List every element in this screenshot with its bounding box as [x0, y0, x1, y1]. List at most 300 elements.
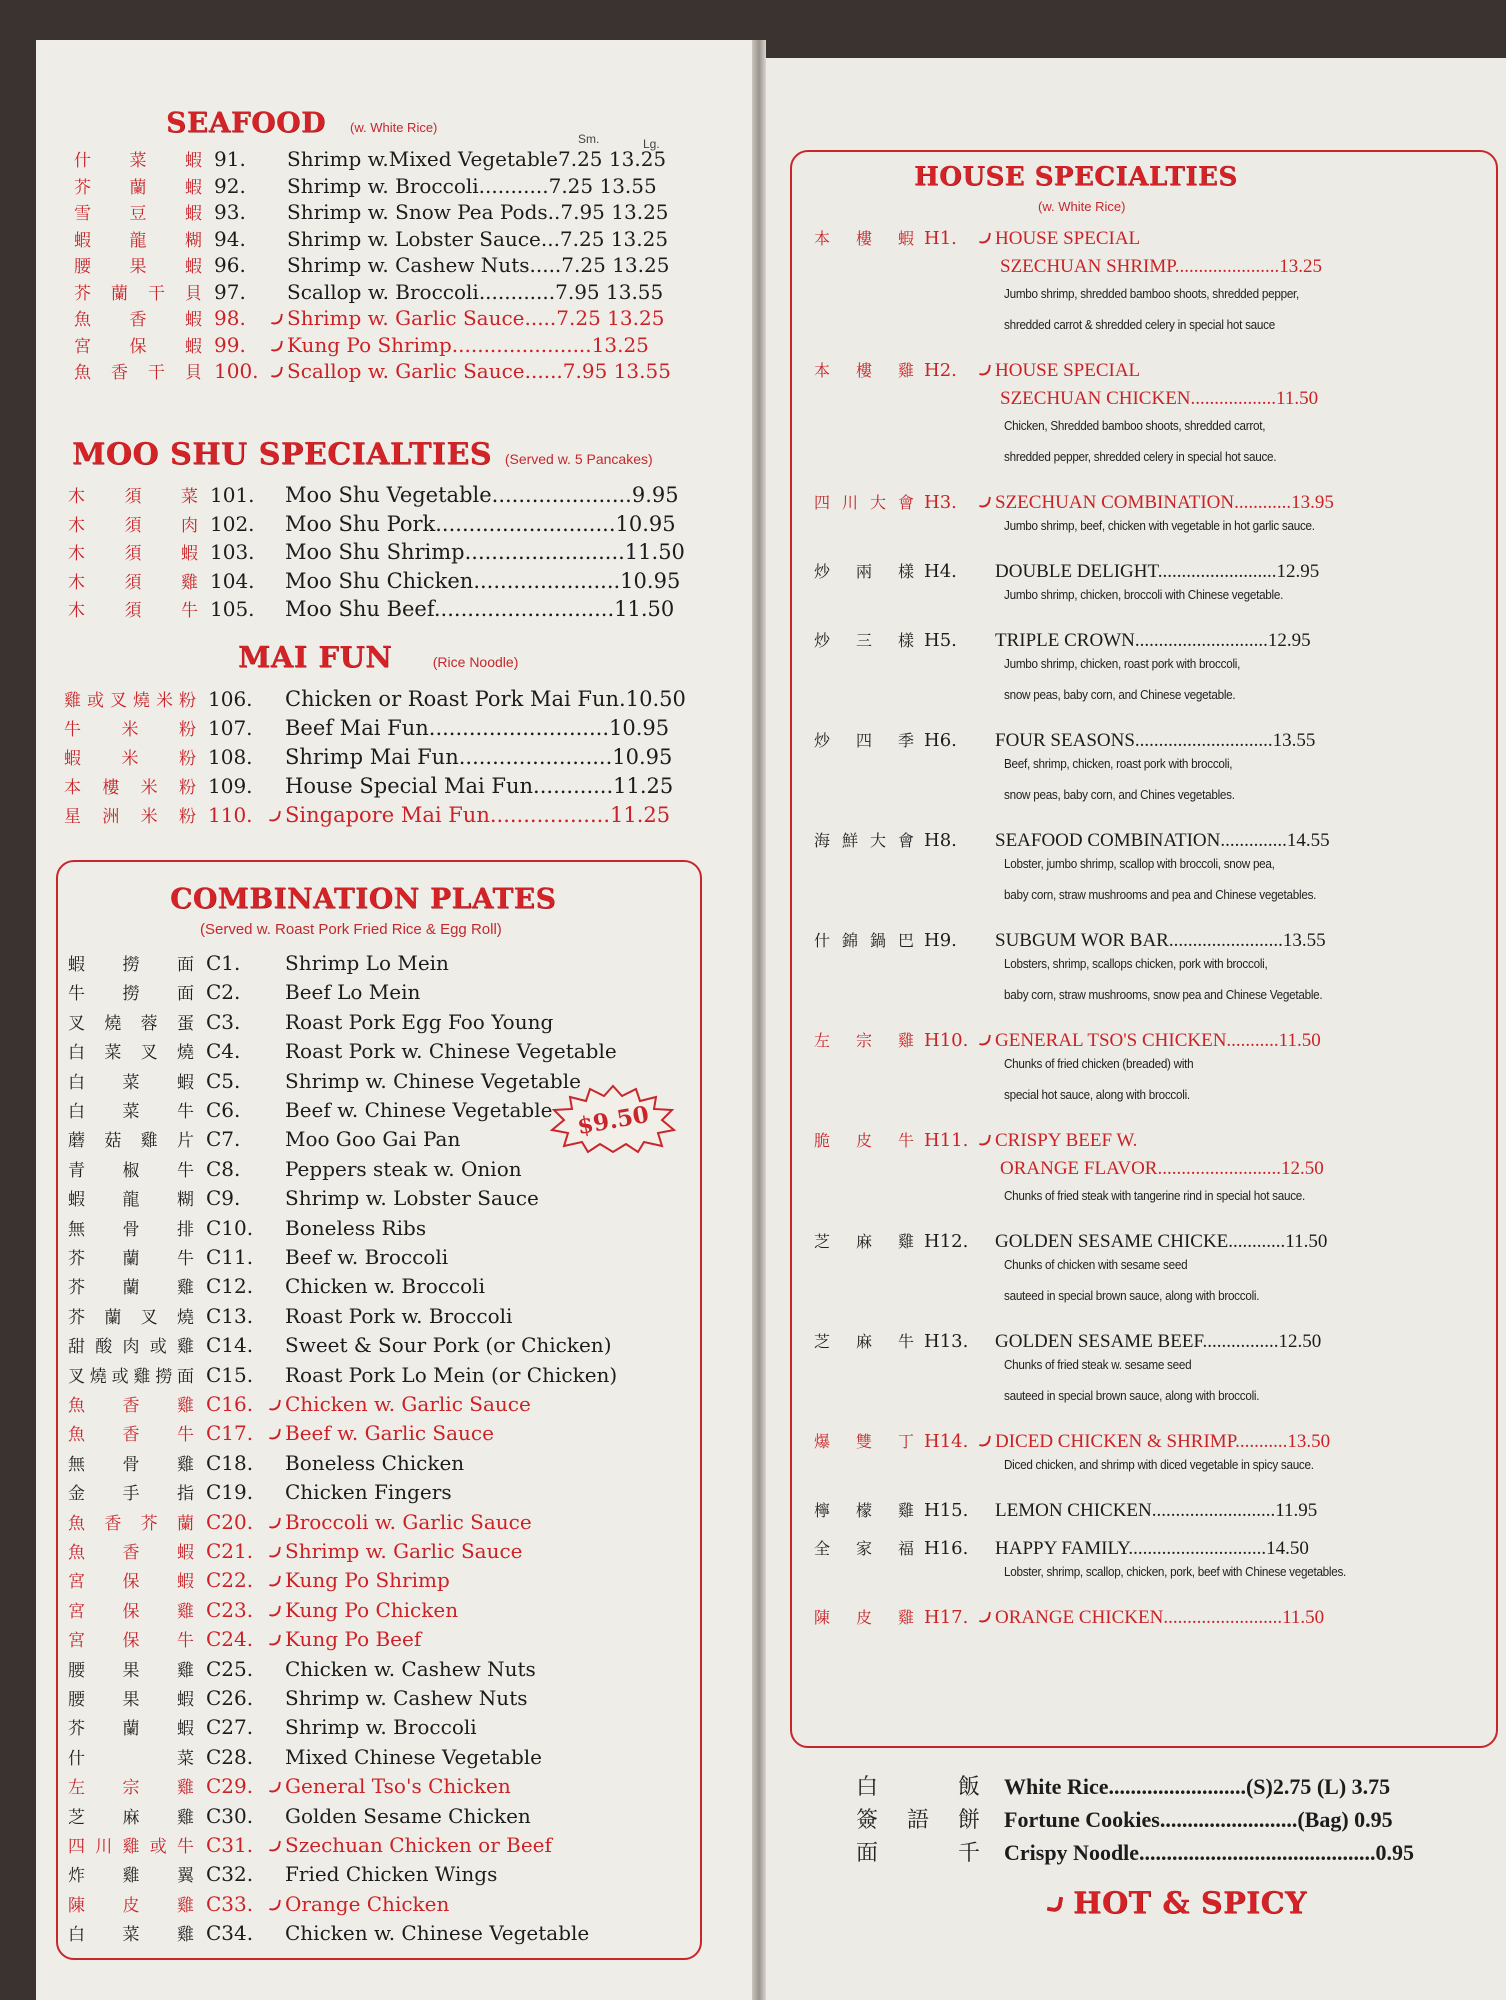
combination-plates-title: COMBINATION PLATES [170, 882, 557, 915]
menu-item [74, 358, 671, 383]
item-name: ORANGE CHICKEN.........................11.50 [995, 1607, 1325, 1628]
item-chinese-name: 本 樓 米 粉 [64, 778, 196, 798]
item-code: C4. [206, 1039, 241, 1064]
pepper-icon [979, 495, 991, 509]
item-name: Shrimp w. Lobster Sauce [285, 1186, 539, 1211]
item-chinese-name: 芥 蘭 牛 [68, 1249, 194, 1269]
item-description: Lobsters, shrimp, scallops chicken, pork with broccoli, [1004, 956, 1268, 971]
item-chinese-name: 腰 果 蝦 [68, 1690, 194, 1710]
item-chinese-name: 腰 果 雞 [68, 1660, 194, 1681]
item-code: H2. [924, 360, 957, 381]
house-specialties-note: (w. White Rice) [1038, 199, 1126, 214]
item-chinese-name: 無 骨 排 [68, 1219, 194, 1240]
menu-item [68, 1538, 522, 1563]
item-name: Roast Pork w. Broccoli [285, 1303, 513, 1328]
menu-fold [752, 40, 766, 2000]
menu-item [814, 559, 1319, 583]
item-name: Boneless Chicken [285, 1450, 465, 1475]
item-code: H13. [924, 1331, 969, 1352]
menu-item [814, 1605, 1324, 1629]
item-name: Mixed Chinese Vegetable [285, 1744, 542, 1769]
item-chinese-name: 魚 香 牛 [68, 1425, 194, 1446]
item-chinese-name: 白 菜 蝦 [68, 1072, 194, 1093]
item-code: C15. [206, 1362, 254, 1387]
item-code: C28. [206, 1744, 254, 1769]
item-name: GENERAL TSO'S CHICKEN...........11.50 [995, 1030, 1321, 1051]
item-chinese-name: 宮 保 蝦 [68, 1572, 194, 1593]
item-name: Shrimp w. Broccoli...........7.25 13.55 [287, 173, 657, 198]
item-name: Moo Shu Vegetable.....................9.95 [285, 483, 679, 507]
item-description: Jumbo shrimp, shredded bamboo shoots, shredded pepper, [1004, 286, 1300, 301]
item-code: 109. [208, 774, 253, 798]
menu-item [68, 1479, 452, 1504]
item-chinese-name: 什 菜 [68, 1748, 194, 1769]
item-name: Boneless Ribs [285, 1215, 427, 1240]
menu-item-line2 [1000, 1158, 1324, 1180]
item-chinese-name: 芥 蘭 干 貝 [74, 283, 202, 304]
item-name: Crispy Noodle...........................................0.95 [1004, 1840, 1415, 1865]
menu-item [814, 828, 1330, 852]
item-code: C30. [206, 1803, 254, 1828]
menu-item [68, 1038, 617, 1063]
item-code: H16. [924, 1538, 969, 1559]
item-chinese-name: 什 錦 鍋 巴 [814, 931, 914, 950]
menu-item [68, 950, 449, 975]
item-chinese-name: 甜酸肉或雞 [68, 1337, 194, 1358]
item-name: GOLDEN SESAME BEEF................12.50 [995, 1331, 1322, 1352]
item-description: sauteed in special brown sauce, along with broccoli. [1004, 1288, 1260, 1303]
item-code: C12. [206, 1274, 254, 1299]
item-name: HOUSE SPECIAL [995, 360, 1141, 381]
seafood-note: (w. White Rice) [349, 120, 438, 135]
pepper-icon [269, 1545, 281, 1559]
item-chinese-name: 木 須 牛 [68, 601, 198, 621]
menu-item [68, 1244, 448, 1269]
side-item [856, 1836, 1414, 1867]
menu-item [68, 1185, 539, 1210]
item-name: Chicken or Roast Pork Mai Fun.10.50 [285, 687, 686, 711]
item-chinese-name: 全 家 福 [814, 1539, 914, 1558]
item-name: Scallop w. Garlic Sauce......7.95 13.55 [287, 359, 671, 383]
item-chinese-name: 木 須 肉 [68, 515, 198, 536]
item-chinese-name: 白 菜 雞 [68, 1925, 194, 1946]
item-code: C22. [206, 1568, 254, 1593]
item-code: C24. [206, 1627, 254, 1652]
item-chinese-name: 本 樓 雞 [814, 361, 914, 380]
item-code: C3. [206, 1009, 241, 1034]
menu-item [74, 199, 669, 224]
menu-item [64, 773, 673, 798]
pepper-icon [269, 1604, 281, 1618]
item-chinese-name: 叉燒或雞撈面 [68, 1366, 194, 1387]
item-description: Jumbo shrimp, chicken, broccoli with Chinese vegetable. [1004, 587, 1284, 602]
item-description: Diced chicken, and shrimp with diced vegetable in spicy sauce. [1004, 1457, 1314, 1472]
item-code: C26. [206, 1686, 254, 1710]
item-name: Sweet & Sour Pork (or Chicken) [285, 1333, 612, 1358]
item-chinese-name: 海 鮮 大 會 [814, 831, 914, 850]
item-chinese-name: 四 川 大 會 [814, 493, 914, 512]
menu-item [68, 979, 420, 1004]
menu-item [814, 1429, 1330, 1453]
size-small-label: Sm. [578, 132, 600, 146]
pepper-icon [269, 1780, 281, 1794]
item-code: H5. [924, 630, 957, 651]
item-code: 108. [208, 745, 253, 769]
item-name: Shrimp w. Garlic Sauce.....7.25 13.25 [287, 306, 665, 330]
item-chinese-name: 木 須 菜 [68, 487, 198, 507]
item-code: 110. [208, 803, 253, 827]
item-name: Chicken w. Chinese Vegetable [285, 1921, 590, 1946]
menu-item [68, 1714, 477, 1739]
item-chinese-name: 牛 撈 面 [68, 984, 194, 1005]
menu-item [68, 1509, 532, 1534]
menu-item [64, 686, 686, 711]
item-name: SZECHUAN COMBINATION............13.95 [995, 492, 1334, 513]
menu-item [74, 332, 649, 357]
menu-item [68, 1009, 553, 1034]
pepper-icon [269, 1428, 281, 1442]
pepper-icon [271, 365, 283, 379]
menu-item [814, 490, 1334, 514]
item-code: H9. [924, 930, 957, 951]
item-code: C19. [206, 1480, 254, 1505]
item-code: C33. [206, 1891, 254, 1916]
menu-item [814, 1229, 1327, 1253]
item-chinese-name: 雞或叉燒米粉 [64, 691, 196, 711]
menu-item [68, 1126, 460, 1151]
item-code: C18. [206, 1450, 254, 1475]
menu-item [74, 173, 657, 198]
menu-item [68, 1861, 497, 1886]
item-code: 92. [214, 173, 246, 198]
item-chinese-name: 蝦 米 粉 [64, 749, 196, 769]
pepper-icon [979, 1610, 991, 1624]
item-chinese-name: 芥 蘭 叉 燒 [68, 1307, 194, 1328]
menu-item [64, 744, 672, 769]
item-code: 97. [214, 279, 246, 304]
item-name: TRIPLE CROWN............................12.95 [995, 630, 1311, 651]
item-name: Shrimp w. Garlic Sauce [285, 1539, 523, 1563]
item-name: SEAFOOD COMBINATION..............14.55 [995, 830, 1330, 851]
menu-item [814, 728, 1315, 752]
item-chinese-name: 炸 雞 翼 [68, 1866, 194, 1887]
item-code: C34. [206, 1921, 254, 1946]
item-name: Chicken w. Cashew Nuts [285, 1656, 536, 1681]
item-chinese-name: 魚 香 芥 蘭 [68, 1513, 194, 1534]
item-name: Roast Pork Egg Foo Young [285, 1009, 554, 1034]
item-code: C20. [206, 1509, 254, 1534]
item-chinese-name: 蘑 菇 雞 片 [68, 1131, 194, 1152]
item-code: C5. [206, 1068, 241, 1093]
item-description: Jumbo shrimp, chicken, roast pork with broccoli, [1004, 656, 1241, 671]
item-name: Beef Lo Mein [285, 980, 421, 1005]
item-code: C32. [206, 1862, 254, 1887]
item-name: GOLDEN SESAME CHICKE............11.50 [995, 1231, 1328, 1252]
menu-item [68, 1891, 449, 1916]
item-name: Fried Chicken Wings [285, 1862, 498, 1887]
menu-item-line2 [1000, 388, 1318, 410]
house-specialties-title: HOUSE SPECIALTIES [914, 162, 1238, 192]
size-large-label: Lg. [643, 137, 660, 151]
item-name: Kung Po Chicken [285, 1597, 459, 1622]
pepper-icon [979, 231, 991, 245]
menu-item [74, 226, 668, 251]
seafood-title: SEAFOOD (w. White Rice) [166, 106, 438, 139]
item-description: sauteed in special brown sauce, along with broccoli. [1004, 1388, 1260, 1403]
item-description: Chunks of fried steak w. sesame seed [1004, 1357, 1192, 1372]
item-chinese-name: 木 須 雞 [68, 572, 198, 593]
item-code: C1. [206, 951, 241, 975]
item-chinese-name: 魚 香 干 貝 [74, 363, 202, 383]
item-name: Kung Po Shrimp [285, 1568, 450, 1593]
menu-item-line2 [1000, 256, 1322, 278]
item-code: C8. [206, 1156, 241, 1181]
item-name: HOUSE SPECIAL [995, 228, 1141, 249]
menu-item [814, 1536, 1309, 1560]
menu-item [68, 1685, 528, 1710]
item-description: Lobster, jumbo shrimp, scallop with broccoli, snow pea, [1004, 856, 1275, 871]
item-description: baby corn, straw mushrooms, snow pea and Chinese Vegetable. [1004, 987, 1323, 1002]
item-chinese-name: 魚 香 蝦 [74, 310, 202, 330]
item-description: Chunks of fried chicken (breaded) with [1004, 1056, 1194, 1071]
moo-shu-title: MOO SHU SPECIALTIES (Served w. 5 Pancakes) [72, 437, 653, 472]
item-description: snow peas, baby corn, and Chinese vegetable. [1004, 687, 1236, 702]
menu-item [68, 1156, 522, 1181]
item-description: Chunks of chicken with sesame seed [1004, 1257, 1188, 1272]
item-name: Scallop w. Broccoli............7.95 13.55 [287, 279, 664, 304]
item-code: C13. [206, 1303, 254, 1328]
item-code: C14. [206, 1333, 254, 1358]
item-name: Shrimp Mai Fun.......................10.95 [285, 745, 673, 769]
item-code: 93. [214, 200, 246, 224]
menu-item [814, 628, 1311, 652]
item-code: C21. [206, 1539, 254, 1563]
item-chinese-name: 金 手 指 [68, 1484, 194, 1505]
menu-item [68, 511, 676, 536]
item-code: H11. [924, 1130, 969, 1151]
item-code: H17. [924, 1607, 969, 1628]
item-code: 103. [210, 540, 255, 564]
menu-item [68, 1803, 531, 1828]
price-starburst [548, 1084, 678, 1154]
item-chinese-name: 叉 燒 蓉 蛋 [68, 1013, 194, 1034]
item-code: 98. [214, 306, 246, 330]
item-code: C17. [206, 1421, 254, 1446]
item-chinese-name: 陳 皮 雞 [68, 1895, 194, 1916]
item-code: H15. [924, 1500, 969, 1521]
item-code: H1. [924, 228, 957, 249]
item-code: C29. [206, 1774, 254, 1799]
item-chinese-name: 宮 保 牛 [68, 1631, 194, 1652]
item-chinese-name: 無 骨 雞 [68, 1454, 194, 1475]
item-name: Broccoli w. Garlic Sauce [285, 1509, 532, 1534]
menu-item [68, 1832, 552, 1857]
item-chinese-name: 炒 三 樣 [814, 631, 914, 650]
item-name: House Special Mai Fun............11.25 [285, 774, 674, 798]
menu-item [814, 1028, 1321, 1052]
item-name: HAPPY FAMILY.............................14.50 [995, 1538, 1309, 1559]
item-chinese-name: 陳 皮 雞 [814, 1608, 914, 1627]
combination-plates-note: (Served w. Roast Pork Fried Rice & Egg Roll) [200, 921, 502, 938]
item-name: Szechuan Chicken or Beef [285, 1833, 552, 1857]
item-name: Peppers steak w. Onion [285, 1156, 522, 1181]
item-chinese-name: 宮 保 蝦 [74, 336, 202, 357]
item-name: Kung Po Shrimp......................13.25 [287, 332, 649, 357]
menu-item [814, 1329, 1321, 1353]
item-name: Kung Po Beef [285, 1627, 422, 1652]
item-code: 94. [214, 226, 246, 251]
side-item [856, 1803, 1393, 1834]
menu-item [68, 1420, 494, 1445]
item-chinese-name: 面 千 [856, 1841, 980, 1866]
item-description: shredded carrot & shredded celery in special hot sauce [1004, 317, 1275, 332]
item-code: C16. [206, 1392, 254, 1416]
item-chinese-name: 四川雞或牛 [68, 1837, 194, 1857]
menu-item [68, 1744, 542, 1769]
menu-item [64, 802, 670, 827]
item-chinese-name: 魚 香 雞 [68, 1396, 194, 1416]
item-chinese-name: 芝 麻 雞 [68, 1807, 194, 1828]
item-name: General Tso's Chicken [285, 1774, 511, 1799]
item-code: 100. [214, 359, 259, 383]
item-description: Chunks of fried steak with tangerine rind in special hot sauce. [1004, 1188, 1306, 1203]
item-chinese-name: 青 椒 牛 [68, 1160, 194, 1181]
item-name: Shrimp w. Cashew Nuts.....7.25 13.25 [287, 253, 670, 277]
menu-item [68, 1567, 450, 1592]
menu-item [68, 1332, 612, 1357]
item-name: Shrimp w. Cashew Nuts [285, 1686, 528, 1710]
menu-item [68, 1450, 464, 1475]
item-chinese-name: 牛 米 粉 [64, 720, 196, 740]
menu-item [68, 1920, 589, 1945]
menu-item [74, 146, 666, 171]
item-chinese-name: 芝 麻 雞 [814, 1232, 914, 1251]
item-name: Moo Shu Chicken......................10.95 [285, 568, 681, 593]
menu-item [814, 1498, 1317, 1522]
item-name: Shrimp w. Lobster Sauce...7.25 13.25 [287, 226, 669, 251]
item-name-continued: SZECHUAN CHICKEN..................11.50 [1000, 388, 1319, 409]
item-code: C7. [206, 1127, 241, 1152]
mai-fun-title: MAI FUN (Rice Noodle) [238, 640, 519, 674]
item-name: Chicken w. Broccoli [285, 1274, 485, 1299]
item-chinese-name: 爆 雙 丁 [814, 1432, 914, 1451]
item-code: C6. [206, 1098, 241, 1122]
item-chinese-name: 炒 四 季 [814, 731, 914, 750]
menu-item [68, 1362, 617, 1387]
item-chinese-name: 炒 兩 樣 [814, 562, 914, 581]
item-chinese-name: 簽 語 餅 [856, 1808, 980, 1833]
item-name-continued: ORANGE FLAVOR..........................12.50 [1000, 1158, 1324, 1179]
pepper-icon [269, 1839, 281, 1853]
menu-item [814, 928, 1326, 952]
menu-item [68, 539, 685, 564]
item-name: Chicken Fingers [285, 1480, 452, 1505]
item-code: 107. [208, 716, 253, 740]
item-code: C11. [206, 1245, 254, 1269]
item-name: Moo Shu Shrimp........................11.50 [285, 540, 685, 564]
item-name: Moo Shu Beef...........................11.50 [285, 597, 675, 621]
moo-shu-note: (Served w. 5 Pancakes) [504, 451, 653, 467]
item-chinese-name: 芥 蘭 蝦 [68, 1719, 194, 1740]
item-name: FOUR SEASONS.............................13.55 [995, 730, 1316, 751]
menu-item [64, 715, 669, 740]
item-name: Beef w. Broccoli [285, 1245, 449, 1269]
item-code: C2. [206, 980, 241, 1005]
item-chinese-name: 芥 蘭 蝦 [74, 177, 202, 198]
hot-spicy-legend [1046, 1886, 1307, 1921]
item-code: 105. [210, 597, 255, 621]
item-name: Orange Chicken [285, 1891, 450, 1916]
item-code: 104. [210, 568, 255, 593]
item-name: DOUBLE DELIGHT.........................12.95 [995, 561, 1320, 582]
item-chinese-name: 蝦 龍 糊 [74, 230, 202, 251]
pepper-icon [979, 1434, 991, 1448]
item-description: Lobster, shrimp, scallop, chicken, pork, beef with Chinese vegetables. [1004, 1564, 1347, 1579]
item-code: 91. [214, 147, 246, 171]
item-chinese-name: 白 菜 牛 [68, 1102, 194, 1122]
item-name: DICED CHICKEN & SHRIMP...........13.50 [995, 1431, 1331, 1452]
pepper-icon [271, 312, 283, 326]
pepper-icon [269, 1633, 281, 1647]
item-code: C25. [206, 1656, 254, 1681]
menu-item [68, 1656, 536, 1681]
menu-item [814, 1128, 1137, 1152]
item-chinese-name: 芥 蘭 雞 [68, 1278, 194, 1299]
item-name: Singapore Mai Fun..................11.25 [285, 803, 671, 827]
item-code: H4. [924, 561, 957, 582]
item-name: Shrimp w.Mixed Vegetable7.25 13.25 [287, 147, 667, 171]
menu-item [68, 1303, 512, 1328]
item-code: H12. [924, 1231, 969, 1252]
item-code: H8. [924, 830, 957, 851]
item-name: Moo Goo Gai Pan [285, 1127, 461, 1152]
pepper-icon [269, 1575, 281, 1589]
menu-item [68, 1273, 485, 1298]
item-name: Chicken w. Garlic Sauce [285, 1392, 531, 1416]
item-code: C10. [206, 1215, 254, 1240]
item-code: 102. [210, 511, 255, 536]
item-code: 101. [210, 483, 255, 507]
item-chinese-name: 檸 檬 雞 [814, 1501, 914, 1520]
item-code: C27. [206, 1715, 254, 1740]
menu-item [74, 252, 669, 277]
item-description: special hot sauce, along with broccoli. [1004, 1087, 1190, 1102]
item-chinese-name: 魚 香 蝦 [68, 1543, 194, 1563]
item-code: 96. [214, 253, 246, 277]
item-code: H6. [924, 730, 957, 751]
menu-item [74, 279, 663, 304]
item-code: 99. [214, 332, 246, 357]
menu-item [68, 1626, 421, 1651]
menu-item [68, 1391, 531, 1416]
item-name: Golden Sesame Chicken [285, 1803, 531, 1828]
item-name: Shrimp Lo Mein [285, 951, 449, 975]
pepper-icon [1047, 1894, 1064, 1912]
item-description: snow peas, baby corn, and Chines vegetables. [1004, 787, 1235, 802]
item-code: C9. [206, 1186, 241, 1211]
pepper-icon [269, 1398, 281, 1412]
combination-price: $9.50 [575, 1100, 651, 1141]
item-name: Beef w. Chinese Vegetable [285, 1098, 553, 1122]
menu-item [68, 568, 680, 593]
item-chinese-name: 脆 皮 牛 [814, 1131, 914, 1150]
item-code: C23. [206, 1597, 254, 1622]
item-name: LEMON CHICKEN..........................11.95 [995, 1500, 1318, 1521]
item-name: Shrimp w. Broccoli [285, 1715, 477, 1740]
menu-item [814, 226, 1140, 250]
item-code: C31. [206, 1833, 254, 1857]
item-code: H10. [924, 1030, 969, 1051]
